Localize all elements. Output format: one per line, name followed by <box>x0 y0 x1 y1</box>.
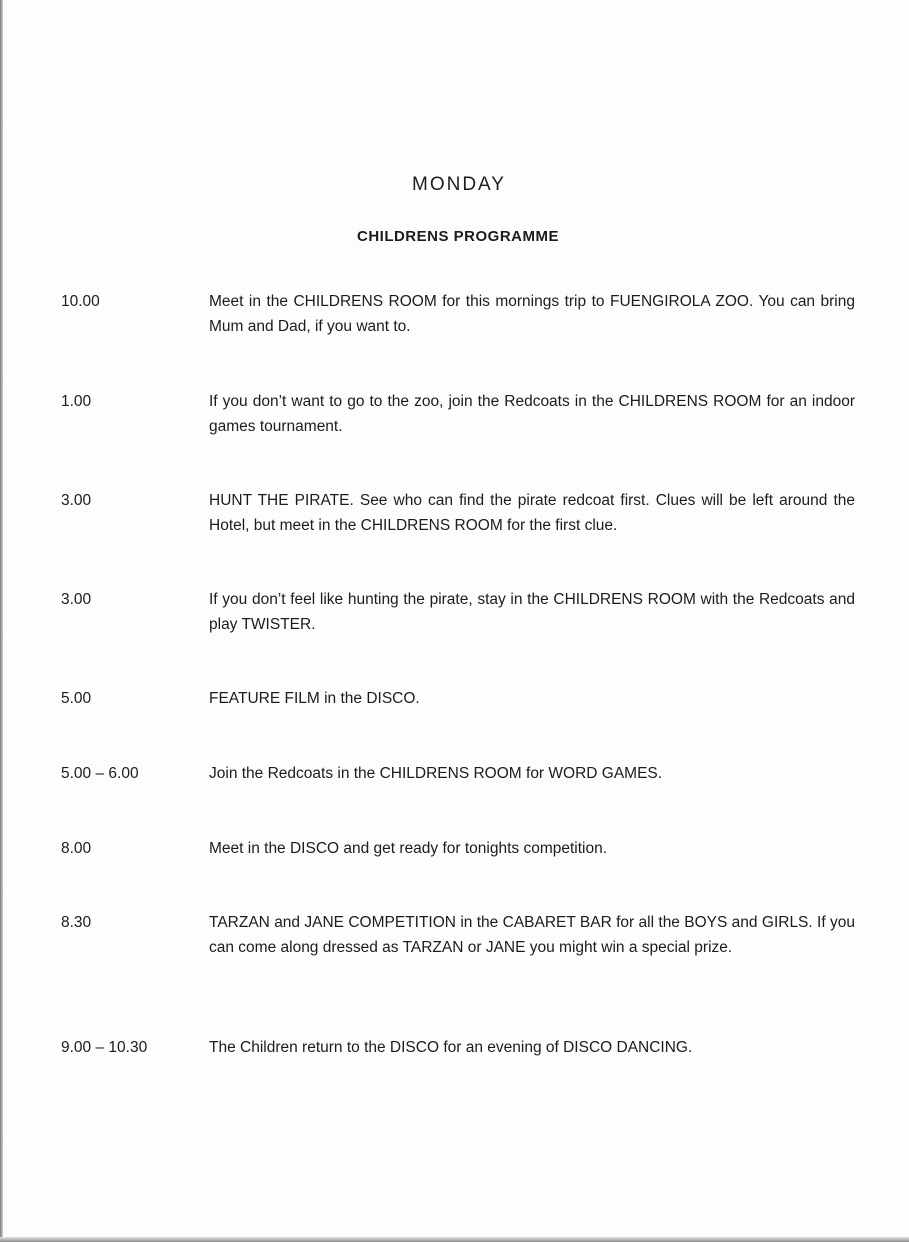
event-time: 5.00 – 6.00 <box>61 765 139 782</box>
event-time: 10.00 <box>61 293 100 310</box>
programme-heading: CHILDRENS PROGRAMME <box>356 228 559 245</box>
event-description: HUNT THE PIRATE. See who can find the pirate redcoat first. Clues will be left around the Hotel, but meet in the CHILDRENS ROOM for the first clue. <box>209 492 855 534</box>
event-time: 3.00 <box>61 492 92 509</box>
event-description: TARZAN and JANE COMPETITION in the CABARET BAR for all the BOYS and GIRLS. If you can come along dressed as TARZAN or JANE you might win a special prize. <box>209 914 855 956</box>
event-description: If you don’t want to go to the zoo, join the Redcoats in the CHILDRENS ROOM for an indoor games tournament. <box>209 393 855 435</box>
event-description: FEATURE FILM in the DISCO. <box>209 690 420 707</box>
event-description: Meet in the DISCO and get ready for tonights competition. <box>209 840 608 857</box>
event-description: The Children return to the DISCO for an evening of DISCO DANCING. <box>209 1039 693 1056</box>
event-description: If you don’t feel like hunting the pirate, stay in the CHILDRENS ROOM with the Redcoats and play TWISTER. <box>209 591 855 633</box>
event-description: Join the Redcoats in the CHILDRENS ROOM for WORD GAMES. <box>209 765 663 782</box>
page-bottom-edge <box>0 1237 909 1242</box>
event-time: 8.00 <box>61 840 92 857</box>
event-description: Meet in the CHILDRENS ROOM for this mornings trip to FUENGIROLA ZOO. You can bring Mum and Dad, if you want to. <box>209 293 855 335</box>
event-time: 3.00 <box>61 591 92 608</box>
event-time: 8.30 <box>61 914 92 931</box>
day-heading: MONDAY <box>412 174 506 195</box>
event-time: 9.00 – 10.30 <box>61 1039 148 1056</box>
event-time: 1.00 <box>61 393 92 410</box>
event-time: 5.00 <box>61 690 92 707</box>
